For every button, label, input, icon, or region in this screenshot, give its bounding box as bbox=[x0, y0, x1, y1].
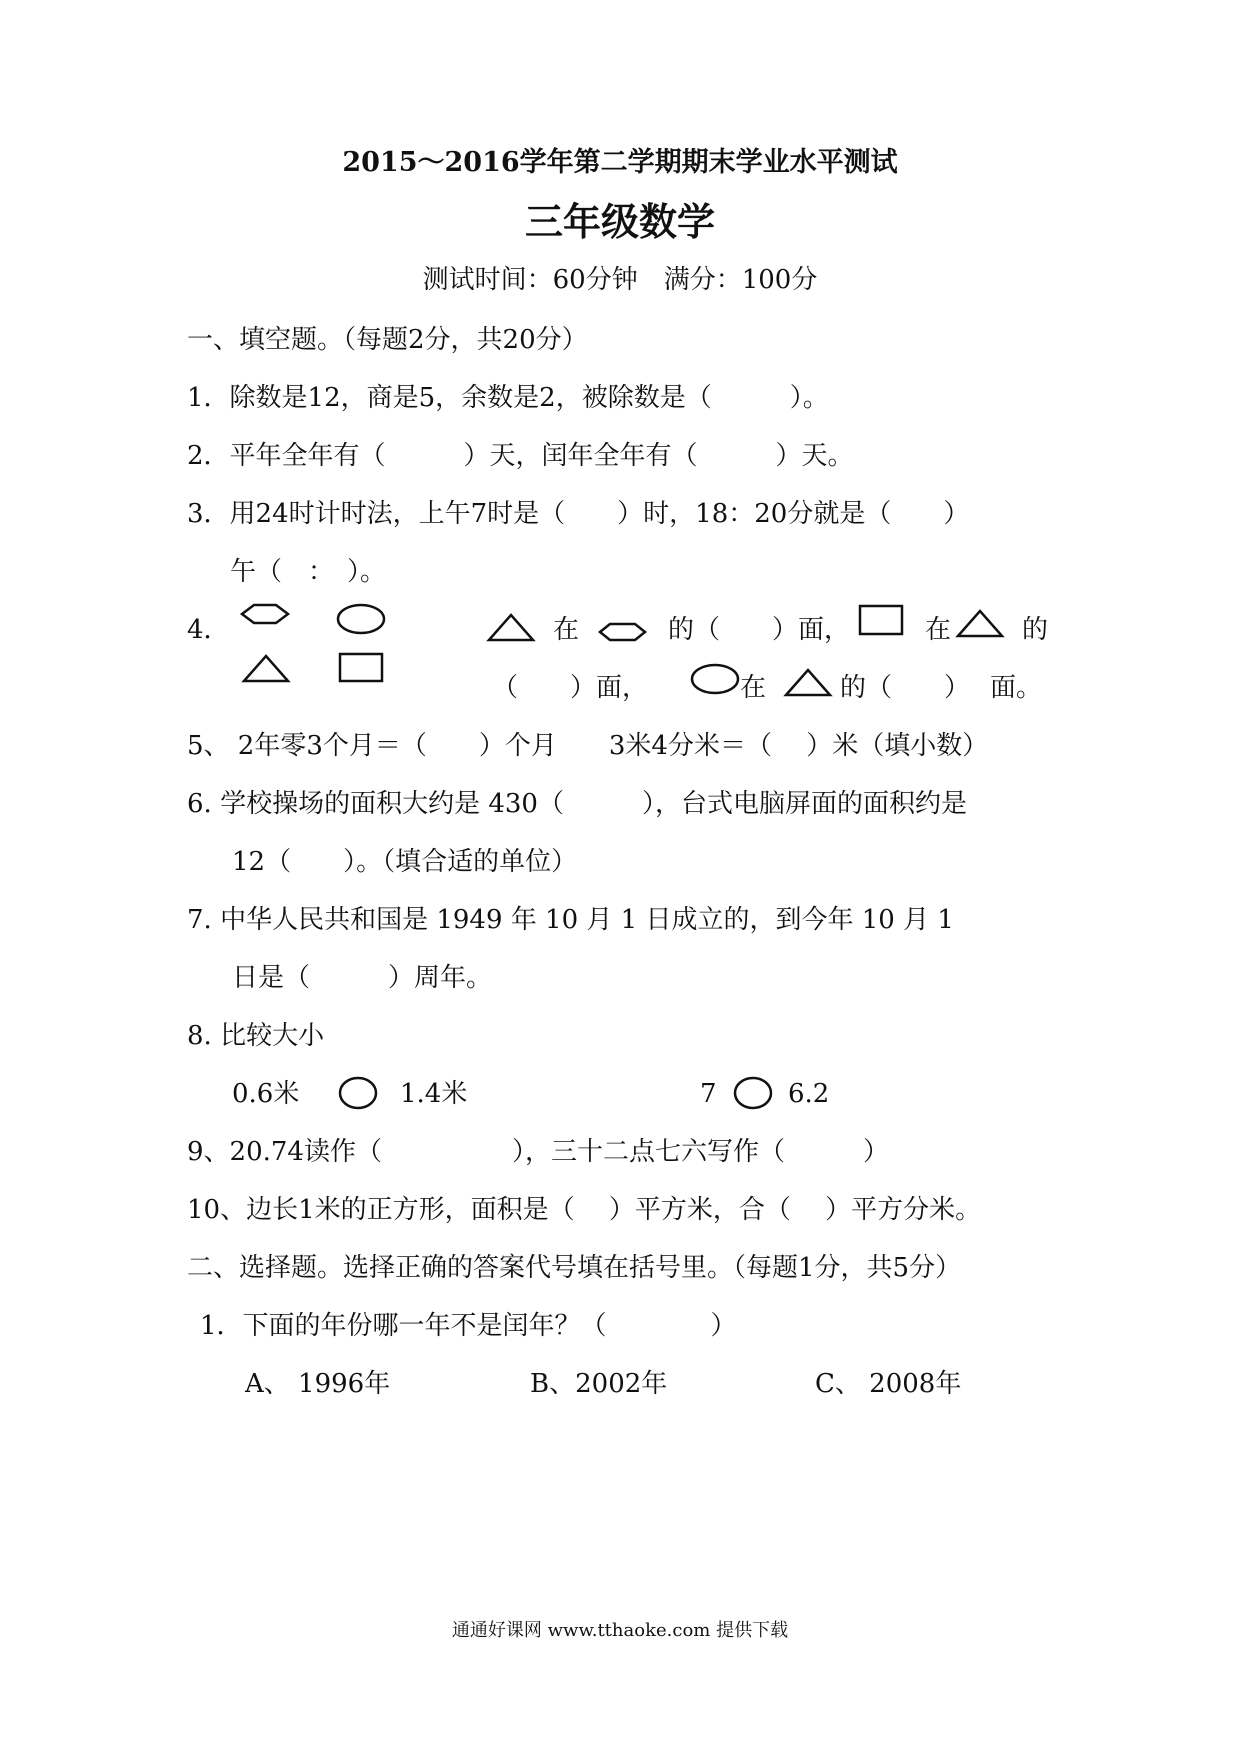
footer-watermark: 通通好课网 www.tthaoke.com 提供下载 bbox=[451, 1620, 789, 1641]
ellipse-shape bbox=[692, 665, 738, 693]
question-3-line1: 3．用24时计时法，上午7时是（ ）时，18：20分就是（ ） bbox=[187, 499, 970, 529]
section2-heading: 二、选择题。选择正确的答案代号填在括号里。（每题1分，共5分） bbox=[187, 1253, 962, 1283]
option-c: C、 2008年 bbox=[815, 1369, 962, 1399]
question-1: 1．除数是12，商是5，余数是2，被除数是（ ）。 bbox=[187, 383, 829, 413]
hexagon-shape bbox=[600, 624, 645, 640]
question-3-line2: 午（ ： ）。 bbox=[230, 557, 387, 587]
triangle-shape bbox=[958, 611, 1002, 636]
question-8-heading: 8. 比较大小 bbox=[187, 1021, 325, 1051]
triangle-shape bbox=[786, 670, 830, 695]
section2-question-1: 1．下面的年份哪一年不是闰年？（ ） bbox=[200, 1311, 737, 1341]
option-a: A、 1996年 bbox=[245, 1369, 391, 1399]
question-4-row2-text3: 的（ ） bbox=[840, 673, 971, 703]
question-4-number: 4． bbox=[187, 615, 230, 645]
question-4-row1-text1: 在 bbox=[553, 615, 580, 645]
subject-title: 三年级数学 bbox=[524, 199, 715, 244]
rectangle-shape bbox=[860, 606, 902, 634]
question-4-row1-text2: 的（ ）面， bbox=[668, 615, 851, 645]
question-4-row2-shapes bbox=[690, 662, 850, 702]
triangle-shape bbox=[489, 615, 533, 640]
compare-circle-icon bbox=[732, 1076, 776, 1112]
question-4-row2-text2: 在 bbox=[740, 673, 767, 703]
compare-a-right: 1.4米 bbox=[400, 1079, 468, 1109]
compare-a-left: 0.6米 bbox=[232, 1079, 300, 1109]
question-9: 9、20.74读作（ ），三十二点七六写作（ ） bbox=[187, 1137, 889, 1167]
triangle-shape bbox=[244, 656, 288, 681]
question-7-line2: 日是（ ）周年。 bbox=[232, 963, 493, 993]
hexagon-shape bbox=[242, 605, 288, 623]
compare-b-right: 6.2 bbox=[788, 1079, 830, 1109]
question-5: 5、 2年零3个月＝（ ）个月 3米4分米＝（ ）米（填小数） bbox=[187, 731, 989, 761]
exam-meta: 测试时间：60分钟 满分：100分 bbox=[422, 265, 818, 295]
question-6-line1: 6. 学校操场的面积大约是 430（ ），台式电脑屏面的面积约是 bbox=[187, 789, 967, 819]
option-b: B、2002年 bbox=[530, 1369, 668, 1399]
section1-heading: 一、填空题。（每题2分，共20分） bbox=[187, 325, 588, 355]
question-10: 10、边长1米的正方形，面积是（ ）平方米，合（ ）平方分米。 bbox=[187, 1195, 982, 1225]
rectangle-shape bbox=[340, 654, 382, 681]
compare-circle-icon bbox=[337, 1076, 381, 1112]
question-2: 2．平年全年有（ ）天，闰年全年有（ ）天。 bbox=[187, 441, 854, 471]
ellipse-shape bbox=[338, 605, 384, 633]
question-4-row2-text4: 面。 bbox=[990, 673, 1043, 703]
question-6-line2: 12（ ）。（填合适的单位） bbox=[232, 847, 578, 877]
question-7-line1: 7. 中华人民共和国是 1949 年 10 月 1 日成立的，到今年 10 月 1 bbox=[187, 905, 954, 935]
compare-b-left: 7 bbox=[700, 1079, 717, 1109]
question-4-row2-text1: （ ）面， bbox=[492, 673, 649, 703]
question-4-row1-text4: 的 bbox=[1022, 615, 1049, 645]
question-4-row1-text3: 在 bbox=[925, 615, 952, 645]
exam-title: 2015～2016学年第二学期期末学业水平测试 bbox=[342, 147, 898, 178]
